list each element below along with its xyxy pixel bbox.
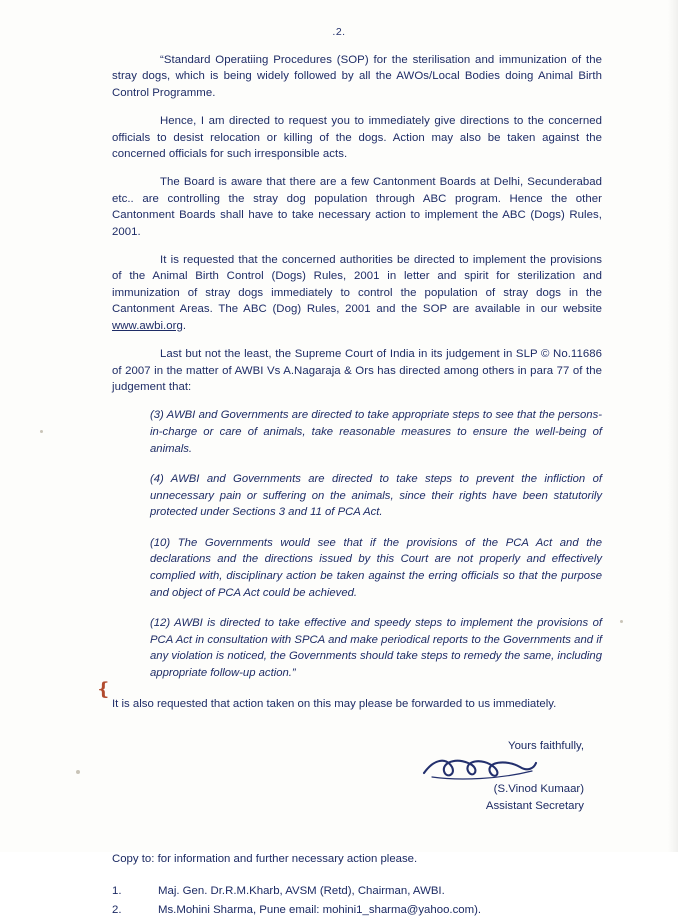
paragraph-supreme-court: Last but not the least, the Supreme Court of India in its judgement in SLP © No.11686 of 2007 in the matter of AWBI Vs A.Nagaraja & Ors has directed among others in para 77 of the judgement that: [112, 348, 602, 393]
paragraph-directions-request: Hence, I am directed to request you to immediately give directions to the concerned officials to desist relocation or killing of the dogs. Action may also be taken against the concerned officials for such irresponsible acts. [112, 115, 602, 161]
signer-title: Assistant Secretary [485, 800, 584, 813]
paper-speck [76, 770, 80, 774]
quote-item-12: (12) AWBI is directed to take effective and speedy steps to implement the provisions of PCA Act in consultation with SPCA and make periodical reports to the Governments and if any violation is noticed, the Governments should take steps to remedy the same, including appropriate follow-up action.” [150, 617, 602, 680]
website-link[interactable]: www.awbi.org [112, 319, 183, 332]
list-item-text: Maj. Gen. Dr.R.M.Kharb, AVSM (Retd), Chairman, AWBI. [158, 885, 445, 898]
list-item-number: 2. [112, 904, 122, 917]
scan-edge-shadow [668, 0, 678, 852]
paragraph-abc-rules-text: It is requested that the concerned authorities be directed to implement the provisions of the Animal Birth Control (Dogs) Rules, 2001 in letter and spirit for sterilization and immunization of stray dogs immediately to control the population of stray dogs in the Cantonment Areas. The ABC (Dog) Rules, 2001 and the SOP are available in our website [112, 254, 602, 316]
copy-to-list [112, 882, 602, 920]
paragraph-cantonment-boards: The Board is aware that there are a few Cantonment Boards at Delhi, Secunderabad etc.. are controlling the stray dog population through ABC program. Hence the other Cantonment Boards shall have to take necessary action to implement the ABC (Dogs) Rules, 2001. [112, 176, 602, 238]
paper-speck [40, 430, 43, 433]
handwritten-signature [112, 755, 584, 781]
list-item-number: 1. [112, 885, 122, 898]
website-link-suffix: . [182, 319, 187, 332]
copy-to-heading: Copy to: for information and further necessary action please. [112, 853, 418, 866]
list-item-text: Ms.Mohini Sharma, Pune email: mohini1_sharma@yahoo.com). [158, 904, 482, 917]
document-body [112, 52, 602, 920]
paragraph-sop-quote: “Standard Operatiing Procedures (SOP) for the sterilisation and immunization of the stray dogs, which is being widely followed by all the AWOs/Local Bodies doing Animal Birth Control Programme. [112, 54, 602, 99]
paper-speck [620, 620, 623, 623]
closing-line: It is also requested that action taken on this may please be forwarded to us immediately. [112, 697, 557, 710]
signer-name: (S.Vinod Kumaar) [493, 783, 584, 796]
quote-item-10: (10) The Governments would see that if the provisions of the PCA Act and the declarations and the directions issued by this Court are not properly and effectively complied with, disciplinary action be taken against the erring officials so that the purpose and object of PCA Act could be achieved. [150, 536, 602, 599]
list-item [112, 882, 602, 901]
paragraph-abc-rules-request [112, 252, 602, 334]
signature-block [112, 738, 602, 815]
page-number: .2. [332, 26, 346, 38]
list-item [112, 901, 602, 920]
quote-item-4: (4) AWBI and Governments are directed to take steps to prevent the infliction of unnecessary pain or suffering on the animals, since their rights have been statutorily protected under Sections 3 and 11 of PCA Act. [150, 473, 602, 519]
valediction: Yours faithfully, [508, 740, 584, 753]
stray-pen-mark: ❴ [96, 679, 112, 699]
quote-item-3: (3) AWBI and Governments are directed to take appropriate steps to see that the persons-in-charge or care of animals, take reasonable measures to ensure the well-being of animals. [150, 409, 602, 455]
